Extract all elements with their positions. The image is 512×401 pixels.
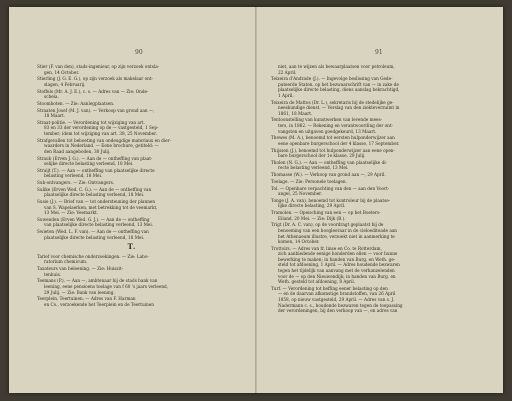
entry-line: plaatselijke directe belasting verleend, 18 Mei.	[44, 234, 145, 240]
entry-line: 1858, op nieuw vastgesteld, 29 April. — Adres van s. J.	[278, 296, 395, 302]
index-entry	[37, 266, 227, 277]
entry-line: Trigt (Dr. A. C. van), op de voordragt geplaatst bij de	[271, 222, 384, 228]
entry-line: Teixeira d'Andrade (J.). — Ingevolge beslissing van Gede-	[271, 76, 393, 82]
entry-line: Stoomboten. — Zie: Aanlegplaatsen.	[37, 100, 115, 106]
entry-line: 1861, 18 Maart.	[278, 110, 313, 116]
index-entry	[271, 286, 473, 314]
index-entry	[271, 117, 473, 134]
index-entry	[271, 135, 473, 146]
index-entry	[37, 120, 227, 137]
index-entry	[271, 210, 473, 221]
index-entry	[271, 160, 473, 171]
entry-line: Teixeira de Mattos (Dr. L.), sekretaris bij de stedelijke ge-	[271, 99, 394, 105]
entry-line: Tholen (N. G.). — Aan — ontheffing van plaatselijke di-	[271, 159, 388, 165]
entry-line: tenhuis.	[44, 271, 62, 277]
index-entries	[37, 64, 227, 309]
index-entry	[37, 138, 227, 155]
entry-line: komen, 14 October.	[278, 239, 320, 245]
index-entry	[37, 217, 227, 228]
index-entry	[37, 180, 227, 186]
entry-line: Sulike (Erven Wed. C. G.). — Aan de — ontheffing van	[37, 186, 152, 192]
entry-line: tegen het tijdelijk van aanvang met de verhanzelenden	[278, 268, 395, 274]
entry-line: Swieten (Wed. L. F. van). — Aan de — ontheffing van	[37, 229, 149, 235]
entry-line: — en de daarvan afkomstige brandstoffen, van 26 April	[278, 291, 396, 297]
section-letter: T.	[127, 242, 137, 252]
index-entry	[37, 76, 227, 87]
entry-line: recte belasting verleend, 13 Mei.	[278, 165, 349, 171]
entry-line: Suwenden (Erven Wed. G. J.). — Aan de — ontheffing	[37, 216, 150, 222]
entry-line: plaatselijke directe belasting verleend, 18 Mei.	[44, 192, 145, 198]
index-entry	[271, 76, 473, 98]
entry-line: Tarief voor chemische onderzoekingen. — Zie: Labo-	[37, 253, 149, 259]
entry-line: bare burgerschool der 1e klasse, 29 Julij.	[278, 153, 366, 159]
entry-line: Turf. — Verordening tot heffing eener belasting op den	[271, 285, 388, 291]
entry-line: der verordeningen, bij den verkoop van —, en adres van	[278, 308, 398, 314]
entry-line: leening, eene pensioens toelage van f 60 's jaars verleend,	[44, 283, 169, 289]
index-entry	[37, 64, 227, 75]
entry-line: Thomasse (W.). — Verkoop van grond aan —, 29 April.	[271, 172, 386, 178]
page-number: 91	[375, 49, 383, 56]
index-entry	[271, 179, 473, 185]
entry-line: plaatselijke directe belasting, diens aanslag bekrachtigd,	[278, 87, 400, 93]
entry-line: 83 en 33 der verordening op de — vastgesteld, 1 Sep-	[44, 125, 159, 131]
entry-line: het Athenaeum illustre, verzoekt niet in aanmerking te	[278, 233, 395, 239]
entry-line: neeskundige dienst. — Verslag van den ziekteverzuimt in	[278, 105, 400, 111]
entry-line: Tonge (J. A. van), benoemd tot kontroleur bij de plaatse-	[271, 197, 391, 203]
entry-line: Stoffels (Mr. A. J. E.), c. s. — Adres van — Zie: Onde-	[37, 88, 149, 94]
entry-line: waarders in Nederland. — Eene brochure, getiteld: —	[44, 143, 159, 149]
entry-line: Tramolen. — Opeisching van een — op het Boeters-	[271, 210, 381, 216]
entry-line: Teerplein, Teertuinen. — Adres van F. Harman	[37, 296, 136, 302]
entry-line: belasting verleend, 18 Mei.	[44, 173, 103, 179]
right-page	[257, 7, 503, 393]
page-number: 90	[135, 49, 143, 56]
entry-line: tember; idem tot wijziging van art. 38, 25 November.	[44, 130, 157, 136]
entry-line: gen, 14 October.	[44, 69, 80, 75]
index-entry	[37, 254, 227, 265]
entry-line: ratorium chemicum.	[44, 259, 88, 265]
entry-line: Sub-ontvangers. — Zie: Ontvangers.	[37, 180, 115, 186]
index-entry	[37, 108, 227, 119]
entry-line: Thijssen (J.), benoemd tot hulponderwijzer aan eene open-	[271, 147, 395, 153]
entry-line: angel, 25 November.	[278, 191, 323, 197]
index-entry	[37, 229, 227, 240]
entry-line: Teemans (P.). — Aan —, ambtenaar bij de stads bank van	[37, 278, 158, 284]
entry-line: en Co., verzoekende het Teerplein en de Teertuinen	[44, 301, 154, 307]
index-entry	[37, 278, 227, 295]
left-page	[9, 7, 255, 393]
entry-line: Trottoirs. — Adres van fr. linse en Co. te Rotterdam,	[271, 245, 382, 251]
entry-line: Struijt (T.). — Aan — ontheffing van plaatselijke directe	[37, 167, 155, 173]
entry-line: steld tot afdoening, 1 April. — Adres houdende bezwaren	[278, 262, 400, 268]
entry-line: voor de — op den Nieuwendijk; in handen van Burg. en	[278, 273, 396, 279]
entry-line: 13 Mei. — Zie: Veemarkt.	[44, 210, 99, 216]
entry-line: niet, aan te wijzen als bewaarplaatsen voor petroleum,	[278, 64, 395, 69]
entry-line: scheia.	[44, 94, 59, 100]
entry-line: selijke directe belasting verleend, 18 Mei.	[44, 161, 134, 167]
index-entry	[271, 172, 473, 178]
entry-line: Thewes (M. A.), benoemd tot eersten hulponderwijzer aan	[271, 135, 395, 141]
index-entry	[271, 148, 473, 159]
index-entry	[271, 198, 473, 209]
entry-line: lijke directe belasting, 29 April.	[278, 203, 346, 209]
index-entry	[37, 156, 227, 167]
entry-line: Stier (F. van den), stads-ingenieur, op zijn verzoek ontsla-	[37, 64, 160, 69]
entry-line: den Raad aangeboden, 30 Julij.	[44, 148, 111, 154]
entry-line: 22 April.	[278, 69, 297, 75]
index-entry	[37, 187, 227, 198]
entry-line: van S. Wapelaerken, met betrekking tot de veemarkt,	[44, 204, 158, 210]
index-entry	[271, 246, 473, 285]
index-entry	[37, 296, 227, 307]
entry-line: benoeming van een hoogleeraar in de cieloediteade aan	[278, 228, 398, 234]
entry-line: Eiland, 20 Mei. — Zie: Dijk (B.).	[278, 215, 346, 221]
entry-line: Weth. gesteld tot afdoening, 8 April.	[278, 279, 356, 285]
entry-line: van plaatselijke directe belasting verleend, 13 Mei.	[44, 222, 154, 228]
entry-line: 29 Julij. — Zie: Bank van leening.	[44, 289, 115, 295]
index-entry	[271, 100, 473, 117]
entry-line: Taxateurs van beleening. — Zie: Huiszit-	[37, 266, 124, 272]
entry-line: Straaten Josef (M. J. van). — Verkoop van grond aan —,	[37, 107, 155, 113]
entry-line: Nadermann c. s., houdende bezwaren tegen de toepassing	[278, 302, 403, 308]
entry-line: zich aanbiedende eenige honderden ellen — voor hunne	[278, 251, 398, 257]
index-entry	[37, 168, 227, 179]
entry-line: Straat-politie. — Verordening tot wijziging van art.	[37, 119, 145, 125]
index-entry	[271, 64, 473, 75]
open-book	[9, 7, 503, 393]
index-entry	[37, 199, 227, 216]
entry-line: Straub (Erven J. G.). — Aan de — ontheffing van plaat-	[37, 155, 153, 161]
index-entry	[37, 89, 227, 100]
entry-line: puteerde Staten, op het bezwaarschrift van — in zake de	[278, 81, 399, 87]
entry-line: Toelage. — Zie: Personele toelagen.	[271, 178, 347, 184]
index-entry	[37, 101, 227, 107]
entry-line: bewerking te maken; in handen van Burg. en Weth. ge-	[278, 256, 396, 262]
entry-line: Strafgevallen tot beboeting van ondeugdige materiaux en dier-	[37, 137, 172, 143]
index-entry	[271, 222, 473, 244]
index-entry	[271, 186, 473, 197]
entry-line: eene openbare burgerschool der 4 klasse, 17 September.	[278, 140, 400, 146]
entry-line: Tol. — Openbare verpachting van den — aan den Voort-	[271, 185, 390, 191]
entry-line: vangsten en uitgaven goedgekeurd, 13 Maart.	[278, 128, 377, 134]
entry-line: ters, in 1862. — Rekening en verantwoording der ont-	[278, 123, 393, 129]
entry-line: 18 Maart.	[44, 113, 65, 119]
index-entries	[271, 64, 473, 315]
entry-line: Tentoonstelling van kunstwerken van levende mees-	[271, 117, 383, 123]
entry-line: slagen, 4 Februarij.	[44, 81, 86, 87]
entry-line: Susie (J.). — Brief van — tot ondersteuning der plannen	[37, 199, 156, 205]
entry-line: 1 April.	[278, 92, 294, 98]
entry-line: Stierling (J. G. E. G.), op zijn verzoek als makelaar ont-	[37, 76, 153, 82]
